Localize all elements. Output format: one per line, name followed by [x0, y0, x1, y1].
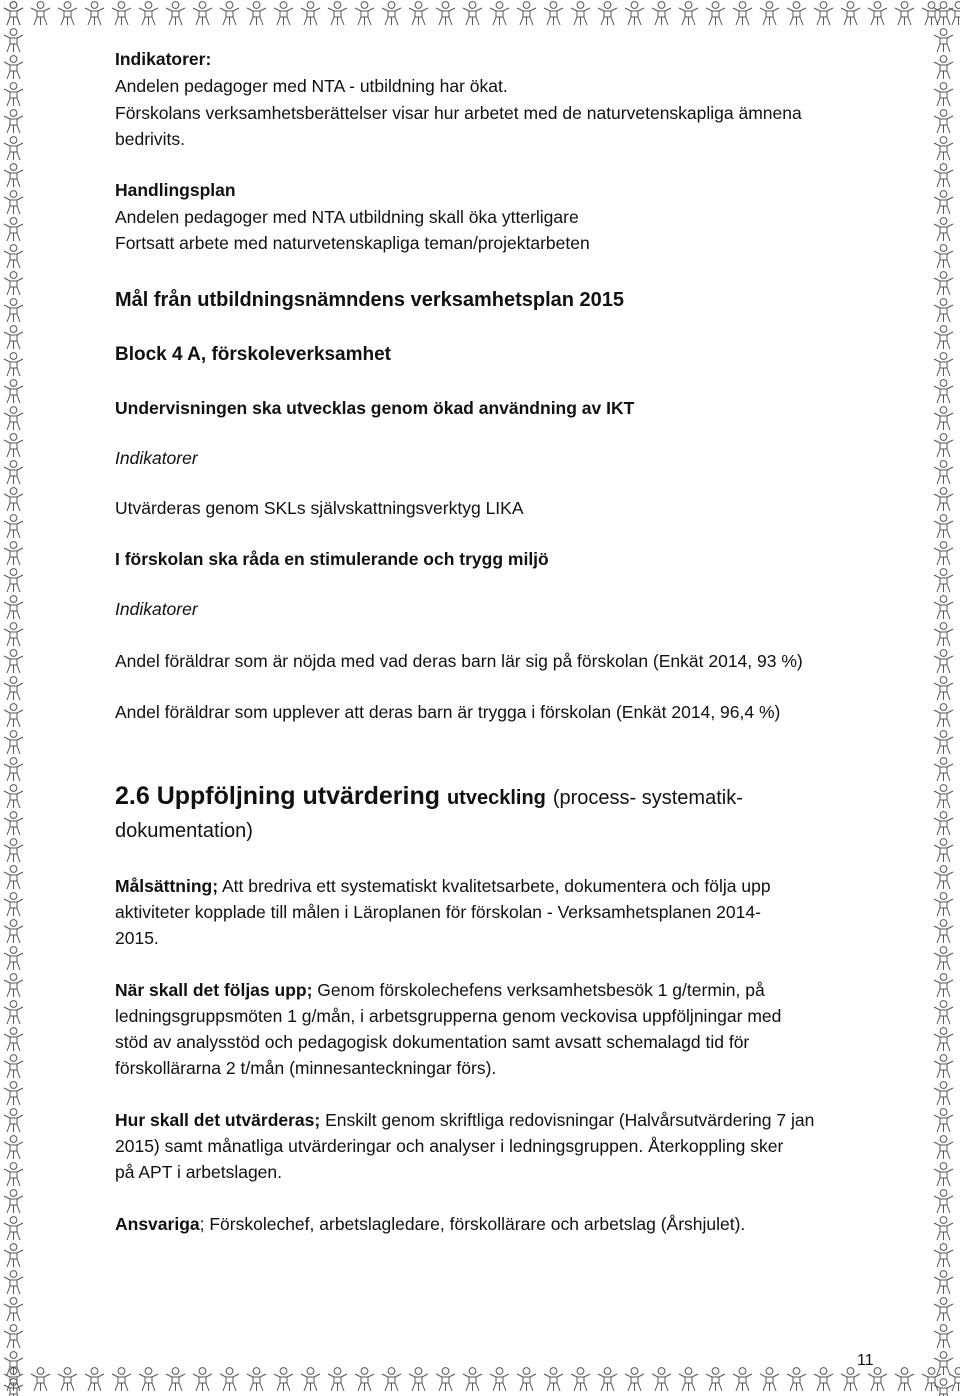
child-figure-icon: [621, 1366, 648, 1393]
child-figure-icon: [930, 405, 957, 432]
child-figure-icon: [0, 1107, 27, 1134]
child-figure-icon: [756, 1366, 783, 1393]
page-border-left: [0, 0, 30, 1396]
child-figure-icon: [0, 1242, 27, 1269]
child-figure-icon: [0, 513, 27, 540]
utvarderas-line: [115, 1107, 814, 1133]
page-border-right: [930, 0, 960, 1396]
child-figure-icon: [0, 54, 27, 81]
child-figure-icon: [729, 0, 756, 27]
child-figure-icon: [930, 135, 957, 162]
child-figure-icon: [0, 108, 27, 135]
child-figure-icon: [0, 891, 27, 918]
goal-environment: I förskolan ska råda en stimulerande och trygg miljö: [115, 549, 549, 569]
child-figure-icon: [930, 1026, 957, 1053]
child-figure-icon: [378, 1366, 405, 1393]
goal-ikt: Undervisningen ska utvecklas genom ökad användning av IKT: [115, 398, 635, 418]
child-figure-icon: [54, 0, 81, 27]
child-figure-icon: [0, 351, 27, 378]
child-figure-icon: [135, 0, 162, 27]
foljas-text: Genom förskolechefens verksamhetsbesök 1 g/termin, på: [312, 980, 765, 1000]
child-figure-icon: [930, 27, 957, 54]
child-figure-icon: [0, 756, 27, 783]
utvarderas-label: Hur skall det utvärderas;: [115, 1110, 321, 1130]
child-figure-icon: [930, 567, 957, 594]
indicators-heading: Indikatorer:: [115, 49, 212, 69]
child-figure-icon: [0, 1269, 27, 1296]
child-figure-icon: [0, 1161, 27, 1188]
child-figure-icon: [930, 270, 957, 297]
child-figure-icon: [81, 1366, 108, 1393]
child-figure-icon: [459, 1366, 486, 1393]
child-figure-icon: [0, 918, 27, 945]
child-figure-icon: [513, 0, 540, 27]
child-figure-icon: [0, 810, 27, 837]
child-figure-icon: [0, 1026, 27, 1053]
child-figure-icon: [540, 0, 567, 27]
child-figure-icon: [243, 0, 270, 27]
section-title-sub: utveckling: [446, 787, 546, 809]
child-figure-icon: [930, 1215, 957, 1242]
indicator-line: Andel föräldrar som är nöjda med vad deras barn lär sig på förskolan (Enkät 2014, 93 %): [115, 651, 803, 671]
child-figure-icon: [135, 1366, 162, 1393]
child-figure-icon: [930, 1323, 957, 1350]
child-figure-icon: [930, 243, 957, 270]
child-figure-icon: [27, 1366, 54, 1393]
child-figure-icon: [930, 1350, 957, 1377]
child-figure-icon: [243, 1366, 270, 1393]
child-figure-icon: [930, 432, 957, 459]
child-figure-icon: [783, 1366, 810, 1393]
ansvariga-text: ; Förskolechef, arbetslagledare, förskollärare och arbetslag (Årshjulet).: [199, 1214, 746, 1234]
child-figure-icon: [540, 1366, 567, 1393]
malsattning-text: Att bredriva ett systematiskt kvalitetsarbete, dokumentera och följa upp: [218, 876, 771, 896]
child-figure-icon: [0, 135, 27, 162]
child-figure-icon: [0, 1350, 27, 1377]
child-figure-icon: [0, 189, 27, 216]
child-figure-icon: [54, 1366, 81, 1393]
child-figure-icon: [930, 81, 957, 108]
child-figure-icon: [0, 1296, 27, 1323]
child-figure-icon: [270, 1366, 297, 1393]
child-figure-icon: [930, 729, 957, 756]
child-figure-icon: [0, 972, 27, 999]
child-figure-icon: [0, 1053, 27, 1080]
section-heading: [115, 781, 743, 813]
malsattning-line: [115, 873, 771, 899]
child-figure-icon: [108, 0, 135, 27]
action-plan-line: Fortsatt arbete med naturvetenskapliga teman/projektarbeten: [115, 233, 590, 253]
child-figure-icon: [405, 1366, 432, 1393]
child-figure-icon: [864, 1366, 891, 1393]
child-figure-icon: [621, 0, 648, 27]
child-figure-icon: [0, 486, 27, 513]
child-figure-icon: [0, 648, 27, 675]
child-figure-icon: [0, 162, 27, 189]
indicator-line: bedrivits.: [115, 129, 186, 149]
child-figure-icon: [216, 1366, 243, 1393]
child-figure-icon: [0, 945, 27, 972]
child-figure-icon: [0, 837, 27, 864]
foljas-line: förskollärarna 2 t/mån (minnesanteckningar förs).: [115, 1058, 497, 1078]
child-figure-icon: [162, 0, 189, 27]
child-figure-icon: [891, 1366, 918, 1393]
child-figure-icon: [405, 0, 432, 27]
child-figure-icon: [891, 0, 918, 27]
child-figure-icon: [0, 567, 27, 594]
foljas-line: ledningsgruppsmöten 1 g/mån, i arbetsgrupperna genom veckovisa uppföljningar med: [115, 1006, 782, 1026]
child-figure-icon: [702, 1366, 729, 1393]
child-figure-icon: [0, 270, 27, 297]
child-figure-icon: [930, 675, 957, 702]
child-figure-icon: [189, 0, 216, 27]
child-figure-icon: [930, 756, 957, 783]
malsattning-line: 2015.: [115, 928, 159, 948]
child-figure-icon: [930, 945, 957, 972]
child-figure-icon: [930, 297, 957, 324]
child-figure-icon: [189, 1366, 216, 1393]
child-figure-icon: [81, 0, 108, 27]
child-figure-icon: [0, 324, 27, 351]
indicator-line: Utvärderas genom SKLs självskattningsverktyg LIKA: [115, 498, 524, 518]
action-plan-heading: Handlingsplan: [115, 180, 236, 200]
foljas-line: stöd av analysstöd och pedagogisk dokumentation samt avsatt schemalagd tid för: [115, 1032, 750, 1052]
child-figure-icon: [432, 0, 459, 27]
child-figure-icon: [756, 0, 783, 27]
child-figure-icon: [216, 0, 243, 27]
child-figure-icon: [0, 0, 27, 27]
child-figure-icon: [351, 1366, 378, 1393]
child-figure-icon: [930, 891, 957, 918]
child-figure-icon: [810, 1366, 837, 1393]
child-figure-icon: [324, 1366, 351, 1393]
child-figure-icon: [0, 1377, 27, 1396]
child-figure-icon: [930, 1296, 957, 1323]
child-figure-icon: [930, 864, 957, 891]
child-figure-icon: [930, 1080, 957, 1107]
child-figure-icon: [162, 1366, 189, 1393]
child-figure-icon: [930, 108, 957, 135]
child-figure-icon: [0, 27, 27, 54]
child-figure-icon: [648, 0, 675, 27]
child-figure-icon: [930, 162, 957, 189]
child-figure-icon: [930, 513, 957, 540]
child-figure-icon: [675, 0, 702, 27]
child-figure-icon: [459, 0, 486, 27]
child-figure-icon: [0, 783, 27, 810]
child-figure-icon: [930, 1053, 957, 1080]
child-figure-icon: [930, 1134, 957, 1161]
child-figure-icon: [930, 783, 957, 810]
page-border-top: [0, 0, 960, 30]
child-figure-icon: [324, 0, 351, 27]
child-figure-icon: [930, 621, 957, 648]
child-figure-icon: [0, 1188, 27, 1215]
utvarderas-line: 2015) samt månatliga utvärderingar och analyser i ledningsgruppen. Återkoppling sker: [115, 1136, 784, 1156]
foljas-label: När skall det följas upp;: [115, 980, 313, 1000]
child-figure-icon: [702, 0, 729, 27]
child-figure-icon: [675, 1366, 702, 1393]
indicator-line: Andelen pedagoger med NTA - utbildning har ökat.: [115, 76, 508, 96]
child-figure-icon: [0, 216, 27, 243]
utvarderas-text: Enskilt genom skriftliga redovisningar (Halvårsutvärdering 7 jan: [320, 1110, 815, 1130]
child-figure-icon: [648, 1366, 675, 1393]
child-figure-icon: [837, 1366, 864, 1393]
child-figure-icon: [930, 216, 957, 243]
child-figure-icon: [0, 405, 27, 432]
malsattning-line: aktiviteter kopplade till målen i Läroplanen för förskolan - Verksamhetsplanen 2014-: [115, 902, 761, 922]
child-figure-icon: [297, 1366, 324, 1393]
malsattning-label: Målsättning;: [115, 876, 219, 896]
child-figure-icon: [0, 864, 27, 891]
indicator-line: Förskolans verksamhetsberättelser visar hur arbetet med de naturvetenskapliga ämnena: [115, 103, 802, 123]
child-figure-icon: [0, 621, 27, 648]
child-figure-icon: [351, 0, 378, 27]
child-figure-icon: [930, 351, 957, 378]
child-figure-icon: [0, 729, 27, 756]
child-figure-icon: [930, 1377, 957, 1396]
child-figure-icon: [0, 675, 27, 702]
page-border-bottom: [0, 1366, 960, 1396]
child-figure-icon: [930, 810, 957, 837]
child-figure-icon: [930, 324, 957, 351]
child-figure-icon: [0, 297, 27, 324]
child-figure-icon: [930, 459, 957, 486]
indicator-line: Andel föräldrar som upplever att deras barn är trygga i förskolan (Enkät 2014, 96,4 %): [115, 702, 781, 722]
section-title-note: (process- systematik-: [552, 787, 743, 809]
action-plan-line: Andelen pedagoger med NTA utbildning skall öka ytterligare: [115, 207, 579, 227]
child-figure-icon: [297, 0, 324, 27]
child-figure-icon: [0, 1323, 27, 1350]
child-figure-icon: [930, 918, 957, 945]
ansvariga-line: [115, 1211, 745, 1237]
child-figure-icon: [930, 648, 957, 675]
child-figure-icon: [270, 0, 297, 27]
child-figure-icon: [567, 0, 594, 27]
child-figure-icon: [27, 0, 54, 27]
page-number: 11: [857, 1352, 874, 1369]
child-figure-icon: [432, 1366, 459, 1393]
child-figure-icon: [0, 1134, 27, 1161]
child-figure-icon: [783, 0, 810, 27]
child-figure-icon: [930, 378, 957, 405]
child-figure-icon: [930, 702, 957, 729]
child-figure-icon: [378, 0, 405, 27]
indicators-label: Indikatorer: [115, 448, 198, 468]
child-figure-icon: [729, 1366, 756, 1393]
child-figure-icon: [594, 1366, 621, 1393]
child-figure-icon: [930, 1242, 957, 1269]
child-figure-icon: [930, 0, 957, 27]
child-figure-icon: [0, 81, 27, 108]
section-title: 2.6 Uppföljning utvärdering: [115, 782, 441, 810]
child-figure-icon: [0, 459, 27, 486]
ansvariga-label: Ansvariga: [115, 1214, 200, 1234]
child-figure-icon: [930, 972, 957, 999]
child-figure-icon: [594, 0, 621, 27]
utvarderas-line: på APT i arbetslagen.: [115, 1162, 283, 1182]
child-figure-icon: [864, 0, 891, 27]
child-figure-icon: [0, 1080, 27, 1107]
child-figure-icon: [0, 243, 27, 270]
child-figure-icon: [486, 0, 513, 27]
child-figure-icon: [0, 702, 27, 729]
indicators-label: Indikatorer: [115, 599, 198, 619]
child-figure-icon: [0, 1215, 27, 1242]
child-figure-icon: [930, 1161, 957, 1188]
child-figure-icon: [0, 594, 27, 621]
child-figure-icon: [930, 594, 957, 621]
child-figure-icon: [930, 486, 957, 513]
child-figure-icon: [930, 1269, 957, 1296]
child-figure-icon: [930, 1107, 957, 1134]
child-figure-icon: [930, 189, 957, 216]
child-figure-icon: [0, 540, 27, 567]
child-figure-icon: [837, 0, 864, 27]
child-figure-icon: [930, 540, 957, 567]
foljas-line: [115, 977, 765, 1003]
child-figure-icon: [0, 378, 27, 405]
child-figure-icon: [108, 1366, 135, 1393]
child-figure-icon: [513, 1366, 540, 1393]
child-figure-icon: [567, 1366, 594, 1393]
child-figure-icon: [0, 432, 27, 459]
goals-heading: Mål från utbildningsnämndens verksamhetsplan 2015: [115, 289, 625, 311]
child-figure-icon: [0, 999, 27, 1026]
child-figure-icon: [930, 54, 957, 81]
block-heading: Block 4 A, förskoleverksamhet: [115, 344, 391, 365]
section-heading-cont: dokumentation): [115, 820, 253, 842]
child-figure-icon: [486, 1366, 513, 1393]
child-figure-icon: [930, 999, 957, 1026]
child-figure-icon: [810, 0, 837, 27]
child-figure-icon: [930, 1188, 957, 1215]
child-figure-icon: [930, 837, 957, 864]
